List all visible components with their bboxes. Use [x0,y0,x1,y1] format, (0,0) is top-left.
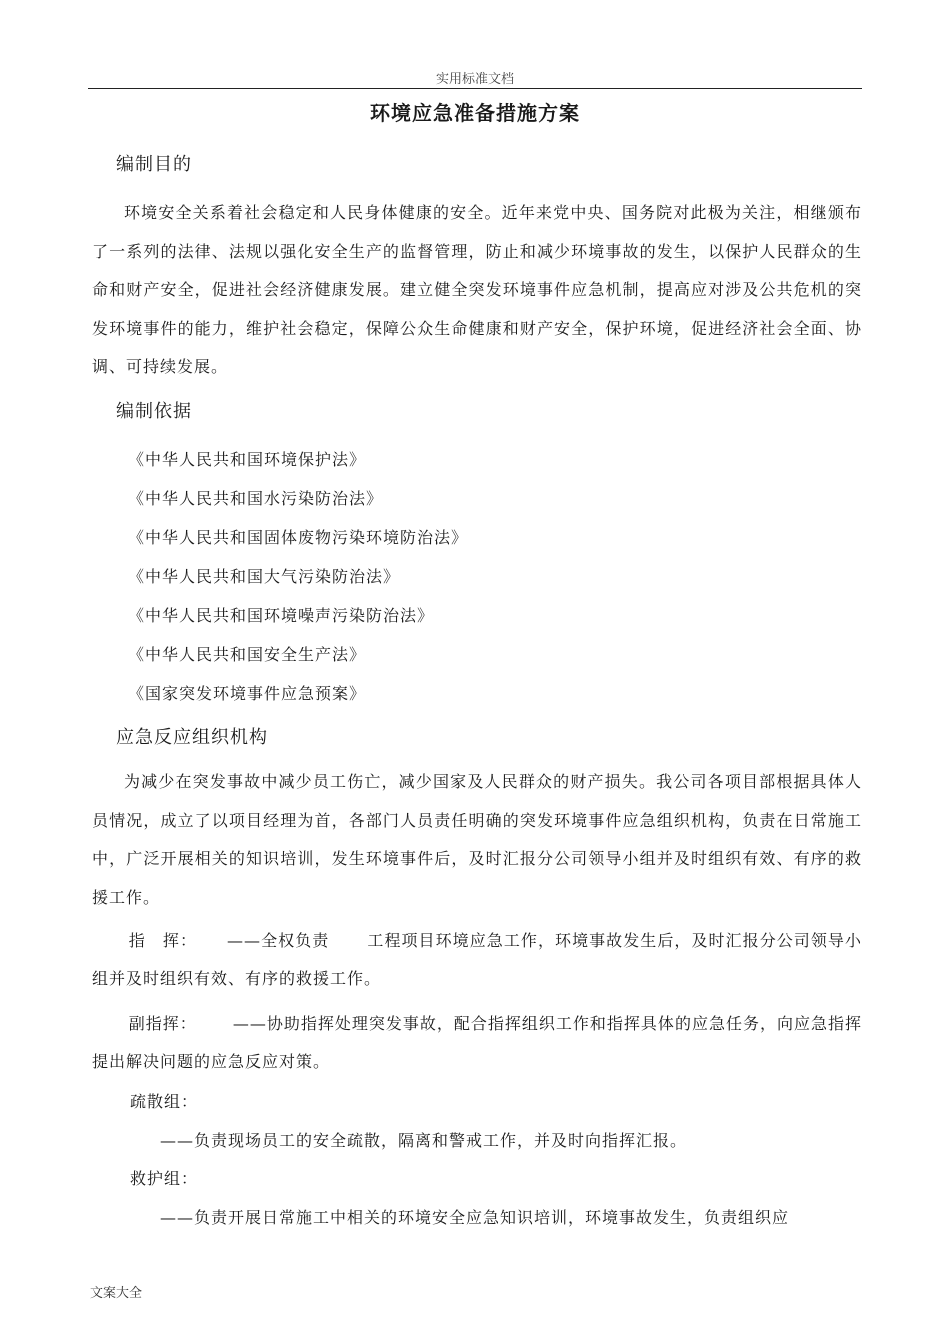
organization-paragraph: 为减少在突发事故中减少员工伤亡，减少国家及人民群众的财产损失。我公司各项目部根据具体人员情况，成立了以项目经理为首，各部门人员责任明确的突发环境事件应急组织机构，负责在日常施工中，广泛开展相关的知识培训，发生环境事件后，及时汇报分公司领导小组并及时组织有效、有序的救援工作。 [92,772,862,907]
purpose-paragraph: 环境安全关系着社会稳定和人民身体健康的安全。近年来党中央、国务院对此极为关注，相继颁布了一系列的法律、法规以强化安全生产的监督管理，防止和减少环境事故的发生，以保护人民群众的生命和财产安全，促进社会经济健康发展。建立健全突发环境事件应急机制，提高应对涉及公共危机的突发环境事件的能力，维护社会稳定，保障公众生命健康和财产安全，保护环境，促进经济社会全面、协调、可持续发展。 [92,203,862,376]
law-item: 《国家突发环境事件应急预案》 [128,684,367,703]
section-heading-basis: 编制依据 [116,401,192,422]
law-list [128,440,468,713]
rescue-text: ——负责开展日常施工中相关的环境安全应急知识培训，环境事故发生，负责组织应 [160,1208,790,1227]
commander-label: 指 挥： [128,931,198,950]
deputy-role [92,1005,862,1081]
commander-text: 工程项目环境应急工作，环境事故发生后，及时汇报分公司领导小组并及时组织有效、有序的救援工作。 [92,931,862,988]
page-header: 实用标准文档 [435,72,514,87]
document-title: 环境应急准备措施方案 [370,101,580,125]
header-divider [88,88,862,89]
law-item: 《中华人民共和国大气污染防治法》 [128,567,401,586]
law-item: 《中华人民共和国环境噪声污染防治法》 [128,606,435,625]
evacuation-text: ——负责现场员工的安全疏散，隔离和警戒工作，并及时向指挥汇报。 [160,1131,688,1150]
section-heading-purpose: 编制目的 [116,154,192,175]
page-footer: 文案大全 [90,1286,143,1301]
section-heading-organization: 应急反应组织机构 [116,727,268,748]
law-item: 《中华人民共和国环境保护法》 [128,450,367,469]
rescue-label: 救护组： [130,1169,199,1188]
deputy-text: ——协助指挥处理突发事故，配合指挥组织工作和指挥具体的应急任务，向应急指挥提出解决问题的应急反应对策。 [92,1014,862,1071]
commander-dash-text: ——全权负责 [227,931,330,950]
law-item: 《中华人民共和国固体废物污染环境防治法》 [128,528,469,547]
deputy-label: 副指挥： [128,1014,197,1033]
law-item: 《中华人民共和国水污染防治法》 [128,489,384,508]
commander-role [92,922,862,998]
law-item: 《中华人民共和国安全生产法》 [128,645,367,664]
evacuation-label: 疏散组： [130,1092,199,1111]
